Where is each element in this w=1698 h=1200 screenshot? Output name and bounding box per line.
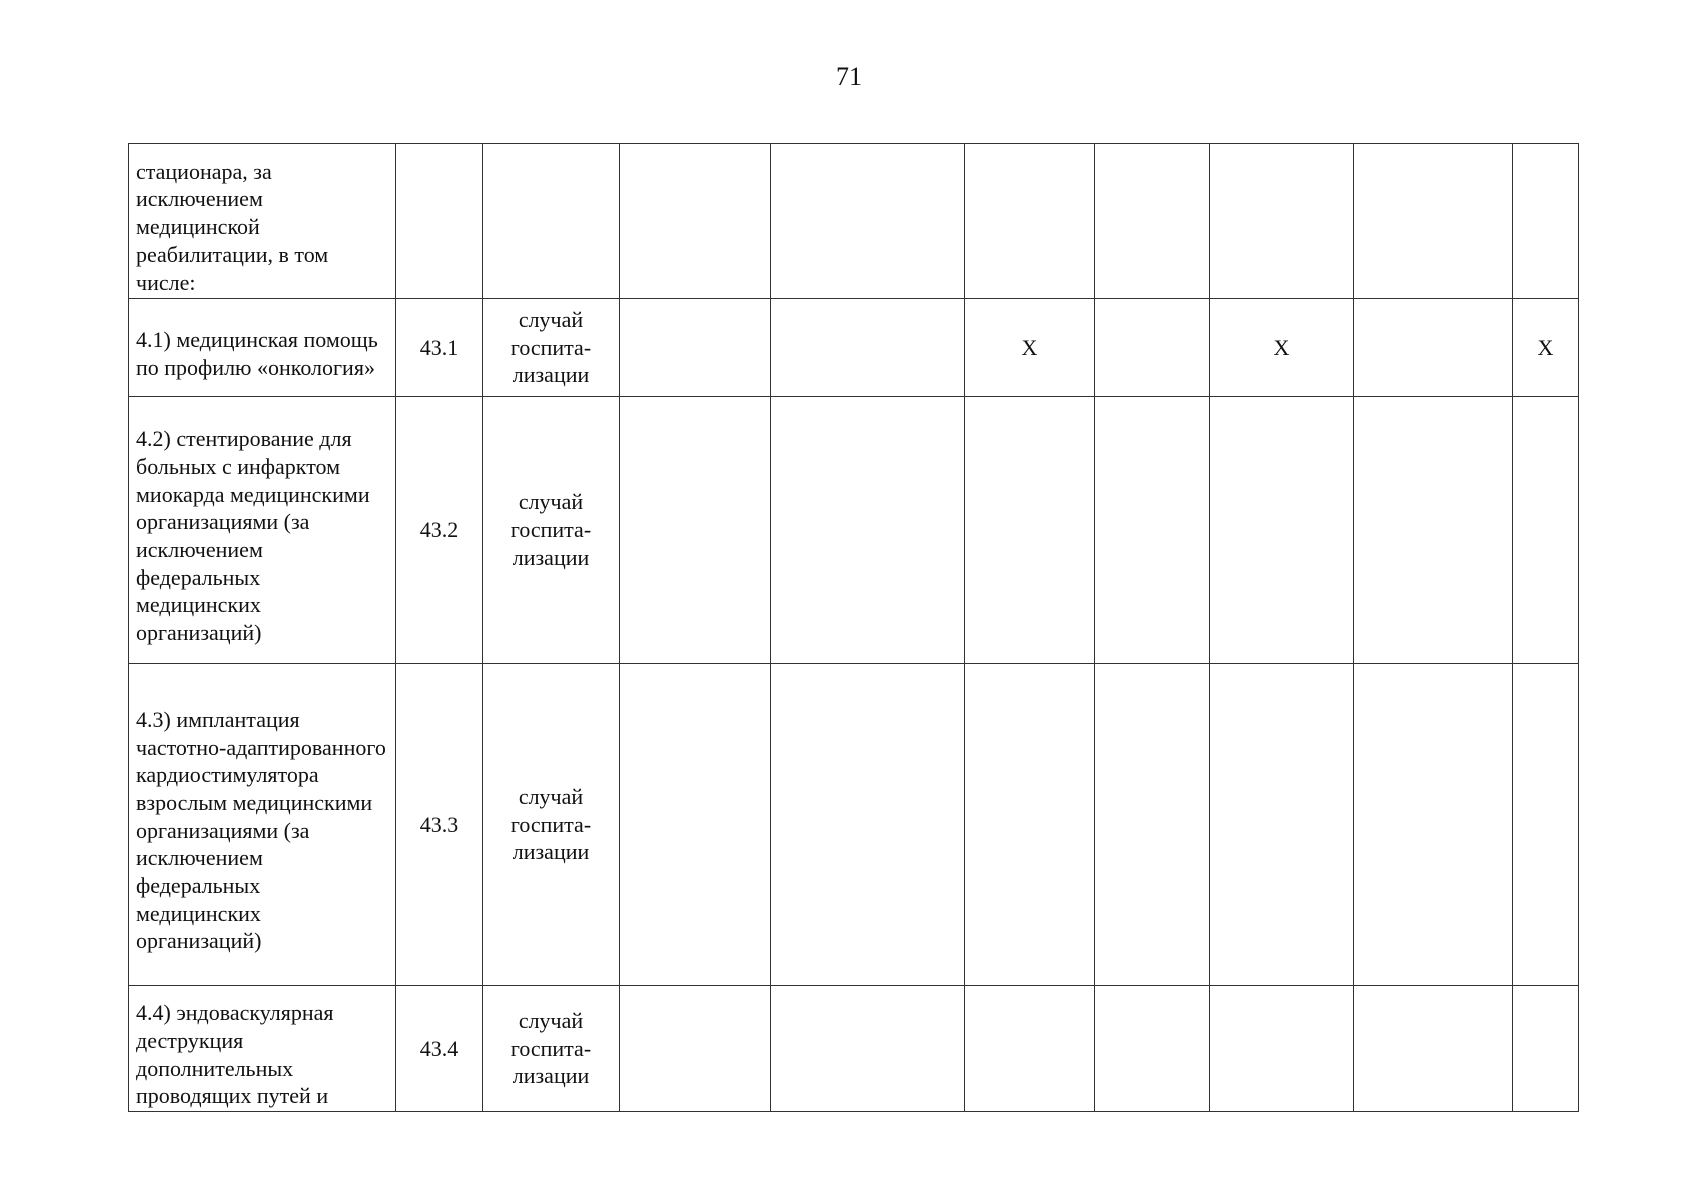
value-cell xyxy=(1095,664,1210,986)
value-cell xyxy=(771,986,965,1112)
value-cell xyxy=(1210,397,1354,664)
value-cell xyxy=(1513,397,1579,664)
value-cell xyxy=(965,144,1095,299)
value-cell xyxy=(1354,397,1513,664)
value-cell xyxy=(1354,144,1513,299)
value-cell xyxy=(1210,664,1354,986)
value-cell xyxy=(1354,299,1513,397)
page-number: 71 xyxy=(836,62,862,91)
data-table xyxy=(128,143,1579,1112)
value-cell xyxy=(1513,664,1579,986)
value-cell xyxy=(771,144,965,299)
value-cell xyxy=(771,299,965,397)
value-cell xyxy=(1513,144,1579,299)
row-name-cell: стационара, за исключением медицинской реабилитации, в том числе: xyxy=(129,144,396,299)
value-cell xyxy=(1210,144,1354,299)
row-code-cell: 43.2 xyxy=(396,397,483,664)
row-unit-cell xyxy=(483,144,620,299)
value-cell xyxy=(1095,299,1210,397)
value-cell: Х xyxy=(965,299,1095,397)
row-unit-cell: случай госпита-лизации xyxy=(483,397,620,664)
row-unit-cell: случай госпита-лизации xyxy=(483,664,620,986)
table-row xyxy=(129,144,1579,299)
table-row xyxy=(129,986,1579,1112)
value-cell: Х xyxy=(1513,299,1579,397)
value-cell xyxy=(620,144,771,299)
row-code-cell: 43.3 xyxy=(396,664,483,986)
value-cell xyxy=(965,986,1095,1112)
value-cell xyxy=(1210,986,1354,1112)
row-unit-cell: случай госпита-лизации xyxy=(483,986,620,1112)
row-code-cell: 43.4 xyxy=(396,986,483,1112)
table-row xyxy=(129,397,1579,664)
value-cell xyxy=(1095,144,1210,299)
value-cell xyxy=(771,664,965,986)
value-cell: Х xyxy=(1210,299,1354,397)
row-name-cell: 4.1) медицинская помощь по профилю «онкология» xyxy=(129,299,396,397)
value-cell xyxy=(620,664,771,986)
value-cell xyxy=(1095,397,1210,664)
row-code-cell: 43.1 xyxy=(396,299,483,397)
row-unit-cell: случай госпита-лизации xyxy=(483,299,620,397)
value-cell xyxy=(620,397,771,664)
value-cell xyxy=(1354,664,1513,986)
row-name-cell: 4.3) имплантация частотно-адаптированного кардиостимулятора взрослым медицинскими организациями (за исключением федеральных медицинских организаций) xyxy=(129,664,396,986)
value-cell xyxy=(771,397,965,664)
value-cell xyxy=(1513,986,1579,1112)
value-cell xyxy=(620,986,771,1112)
table-row xyxy=(129,299,1579,397)
value-cell xyxy=(1354,986,1513,1112)
value-cell xyxy=(1095,986,1210,1112)
row-name-cell: 4.2) стентирование для больных с инфарктом миокарда медицинскими организациями (за исключением федеральных медицинских организаций) xyxy=(129,397,396,664)
value-cell xyxy=(965,397,1095,664)
row-code-cell xyxy=(396,144,483,299)
table-row xyxy=(129,664,1579,986)
value-cell xyxy=(620,299,771,397)
value-cell xyxy=(965,664,1095,986)
row-name-cell: 4.4) эндоваскулярная деструкция дополнительных проводящих путей и xyxy=(129,986,396,1112)
